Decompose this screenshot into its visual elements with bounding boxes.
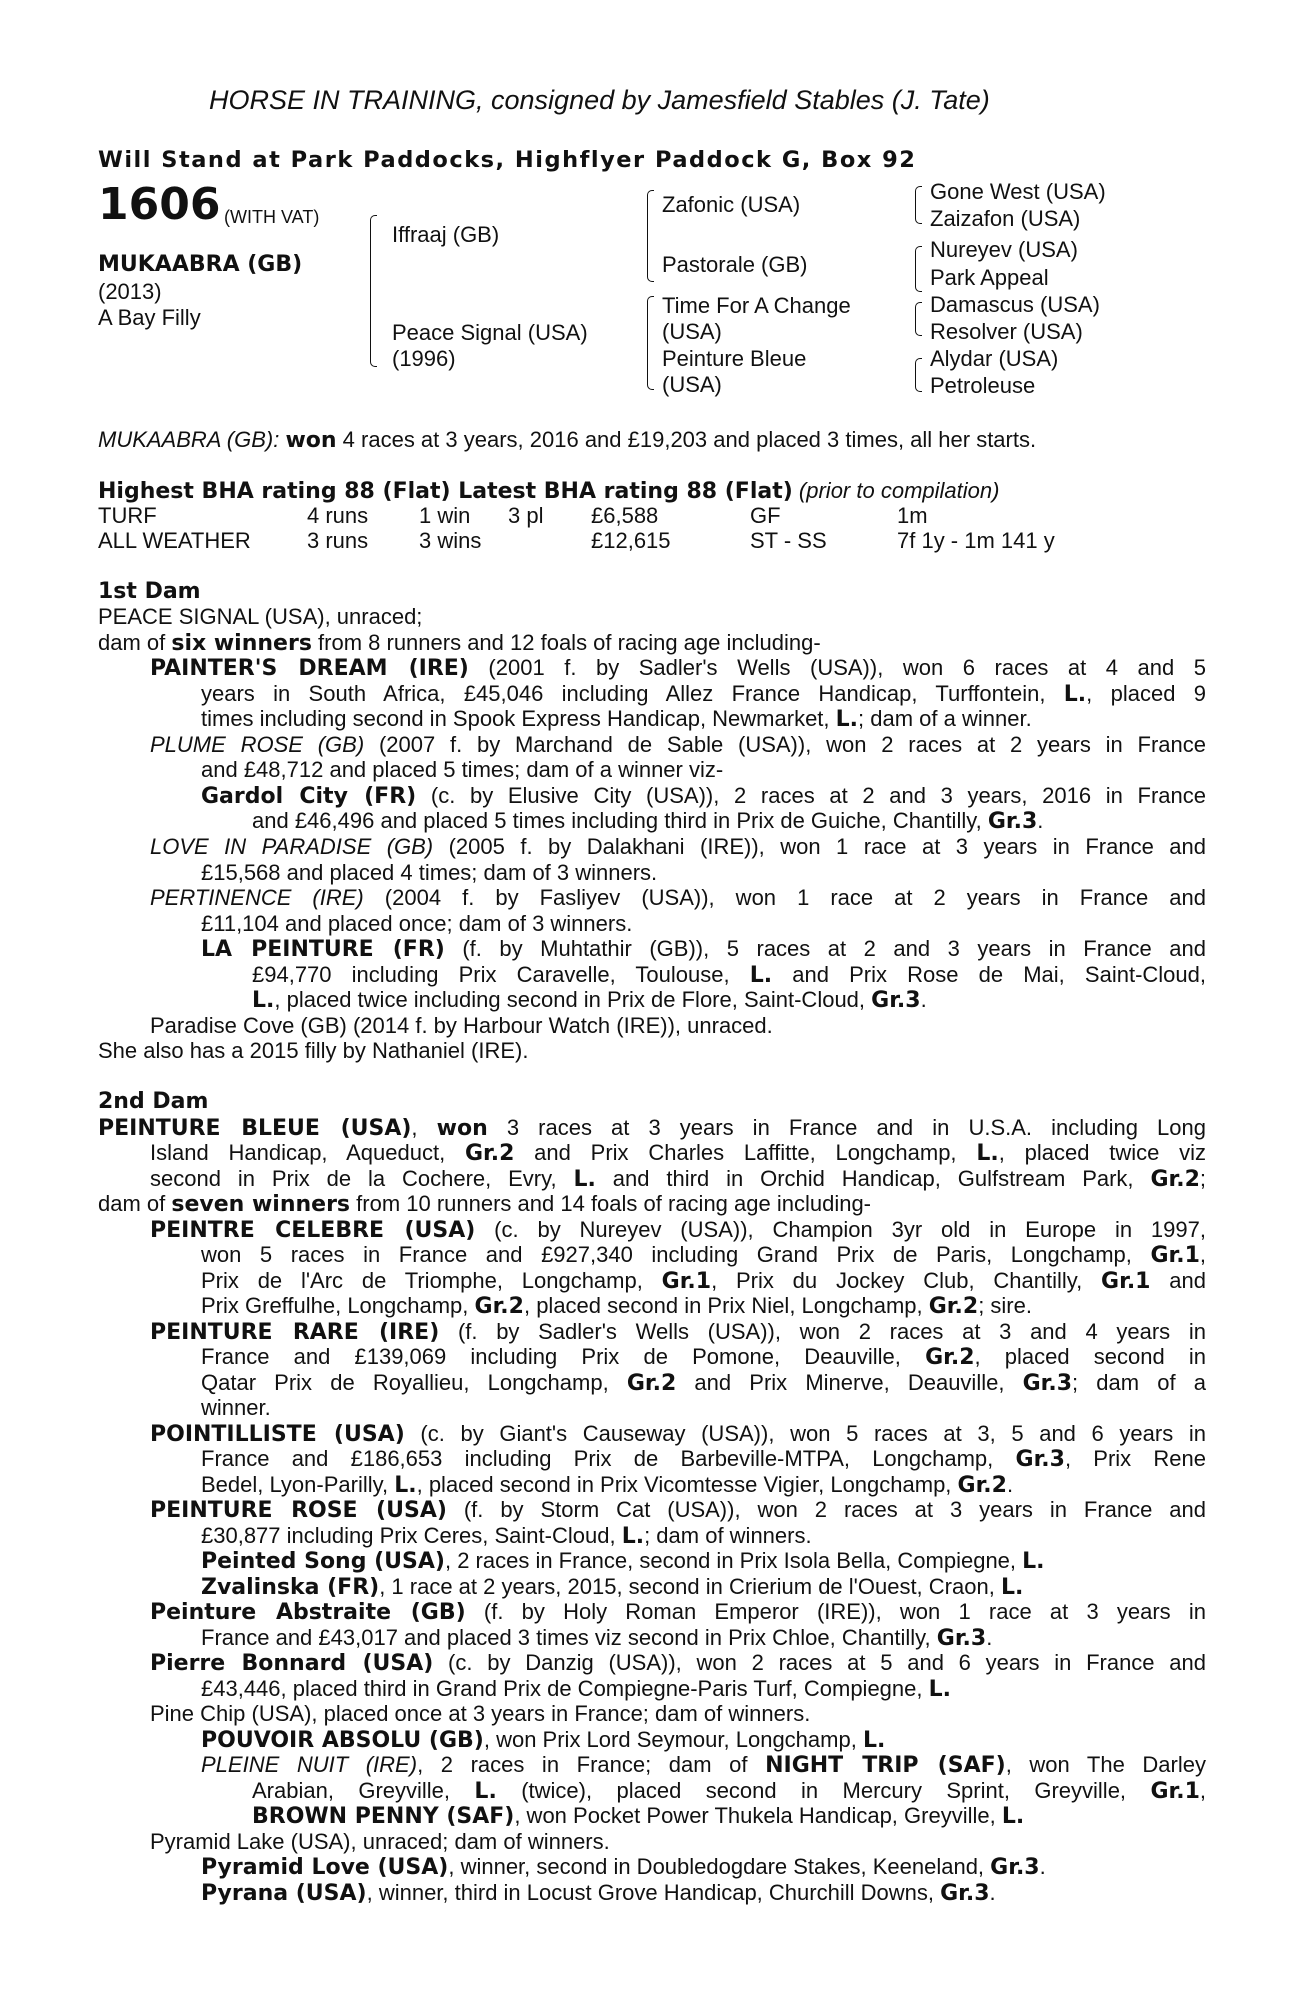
pedigree-brace-g4	[915, 358, 922, 392]
horse-name: MUKAABRA (GB)	[98, 252, 303, 277]
pedigree-dam: Peace Signal (USA)	[392, 320, 588, 345]
pedigree-brace-g1	[915, 186, 922, 224]
pedigree-sire: Iffraaj (GB)	[392, 222, 500, 247]
pedigree-g4: Park Appeal	[930, 265, 1049, 290]
rating-heading: Highest BHA rating 88 (Flat) Latest BHA rating 88 (Flat) (prior to compilation)	[98, 478, 1000, 504]
pedigree-sire-dam: Pastorale (GB)	[662, 252, 808, 277]
pedigree-dam-dam-country: (USA)	[662, 372, 722, 397]
second-dam-heading: 2nd Dam	[98, 1089, 209, 1114]
pedigree-brace-g2	[915, 246, 922, 292]
pedigree-brace-main	[370, 215, 377, 367]
vat-label: (WITH VAT)	[224, 207, 320, 227]
pedigree-g3: Nureyev (USA)	[930, 237, 1078, 262]
pedigree-g1: Gone West (USA)	[930, 179, 1106, 204]
pedigree-brace-sire	[647, 190, 654, 282]
birth-year: (2013)	[98, 279, 162, 304]
pedigree-dam-sire-country: (USA)	[662, 319, 722, 344]
horse-description: A Bay Filly	[98, 305, 201, 330]
location-line: Will Stand at Park Paddocks, Highflyer Paddock G, Box 92	[98, 147, 917, 173]
pedigree-g7: Alydar (USA)	[930, 346, 1059, 371]
pedigree-g6: Resolver (USA)	[930, 319, 1083, 344]
pedigree-dam-year: (1996)	[392, 346, 456, 371]
consignment-title: HORSE IN TRAINING, consigned by Jamesfield Stables (J. Tate)	[209, 85, 990, 115]
pedigree-g2: Zaizafon (USA)	[930, 206, 1081, 231]
lot-number: 1606	[98, 179, 221, 230]
pedigree-brace-dam	[647, 296, 654, 390]
pedigree-sire-sire: Zafonic (USA)	[662, 192, 801, 217]
pedigree-dam-dam: Peinture Bleue	[662, 346, 807, 371]
pedigree-brace-g3	[915, 302, 922, 336]
first-dam-heading: 1st Dam	[98, 579, 201, 604]
pedigree-dam-sire: Time For A Change	[662, 293, 851, 318]
pedigree-g8: Petroleuse	[930, 373, 1036, 398]
race-summary: MUKAABRA (GB): won 4 races at 3 years, 2016 and £19,203 and placed 3 times, all her starts.	[98, 427, 1037, 453]
pedigree-g5: Damascus (USA)	[930, 292, 1100, 317]
